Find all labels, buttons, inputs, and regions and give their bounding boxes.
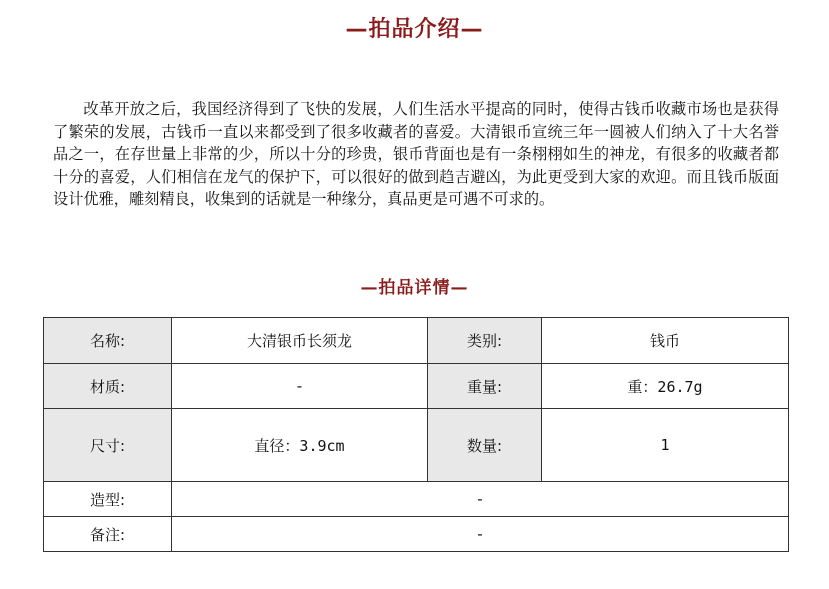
table-row [44,318,789,364]
table-row [44,364,789,409]
name-label: 名称: [44,318,172,364]
shape-value: - [172,482,789,517]
material-label: 材质: [44,364,172,409]
details-section-title: —拍品详情— [360,278,469,298]
weight-value: 重：26.7g [542,364,789,409]
remark-value: - [172,517,789,552]
quantity-label: 数量: [428,409,542,482]
size-value: 直径：3.9cm [172,409,428,482]
intro-paragraph: 改革开放之后，我国经济得到了飞快的发展，人们生活水平提高的同时，使得古钱币收藏市场也是获得了繁荣的发展，古钱币一直以来都受到了很多收藏者的喜爱。大清银币宣统三年一圆被人们纳入了十大名誉品之一，在存世量上非常的少，所以十分的珍贵，银币背面也是有一条栩栩如生的神龙，有很多的收藏者都十分的喜爱，人们相信在龙气的保护下，可以很好的做到趋吉避凶，为此更受到大家的欢迎。而且钱币版面设计优雅，雕刻精良，收集到的话就是一种缘分，真品更是可遇不可求的。 [53,100,779,209]
remark-label: 备注: [44,517,172,552]
table-row [44,482,789,517]
weight-label: 重量: [428,364,542,409]
size-label: 尺寸: [44,409,172,482]
details-table [43,317,789,552]
name-value: 大清银币长须龙 [172,318,428,364]
table-row [44,409,789,482]
category-label: 类别: [428,318,542,364]
quantity-value: 1 [542,409,789,482]
category-value: 钱币 [542,318,789,364]
shape-label: 造型: [44,482,172,517]
intro-section-title: —拍品介绍— [345,17,484,42]
table-row [44,517,789,552]
material-value: - [172,364,428,409]
